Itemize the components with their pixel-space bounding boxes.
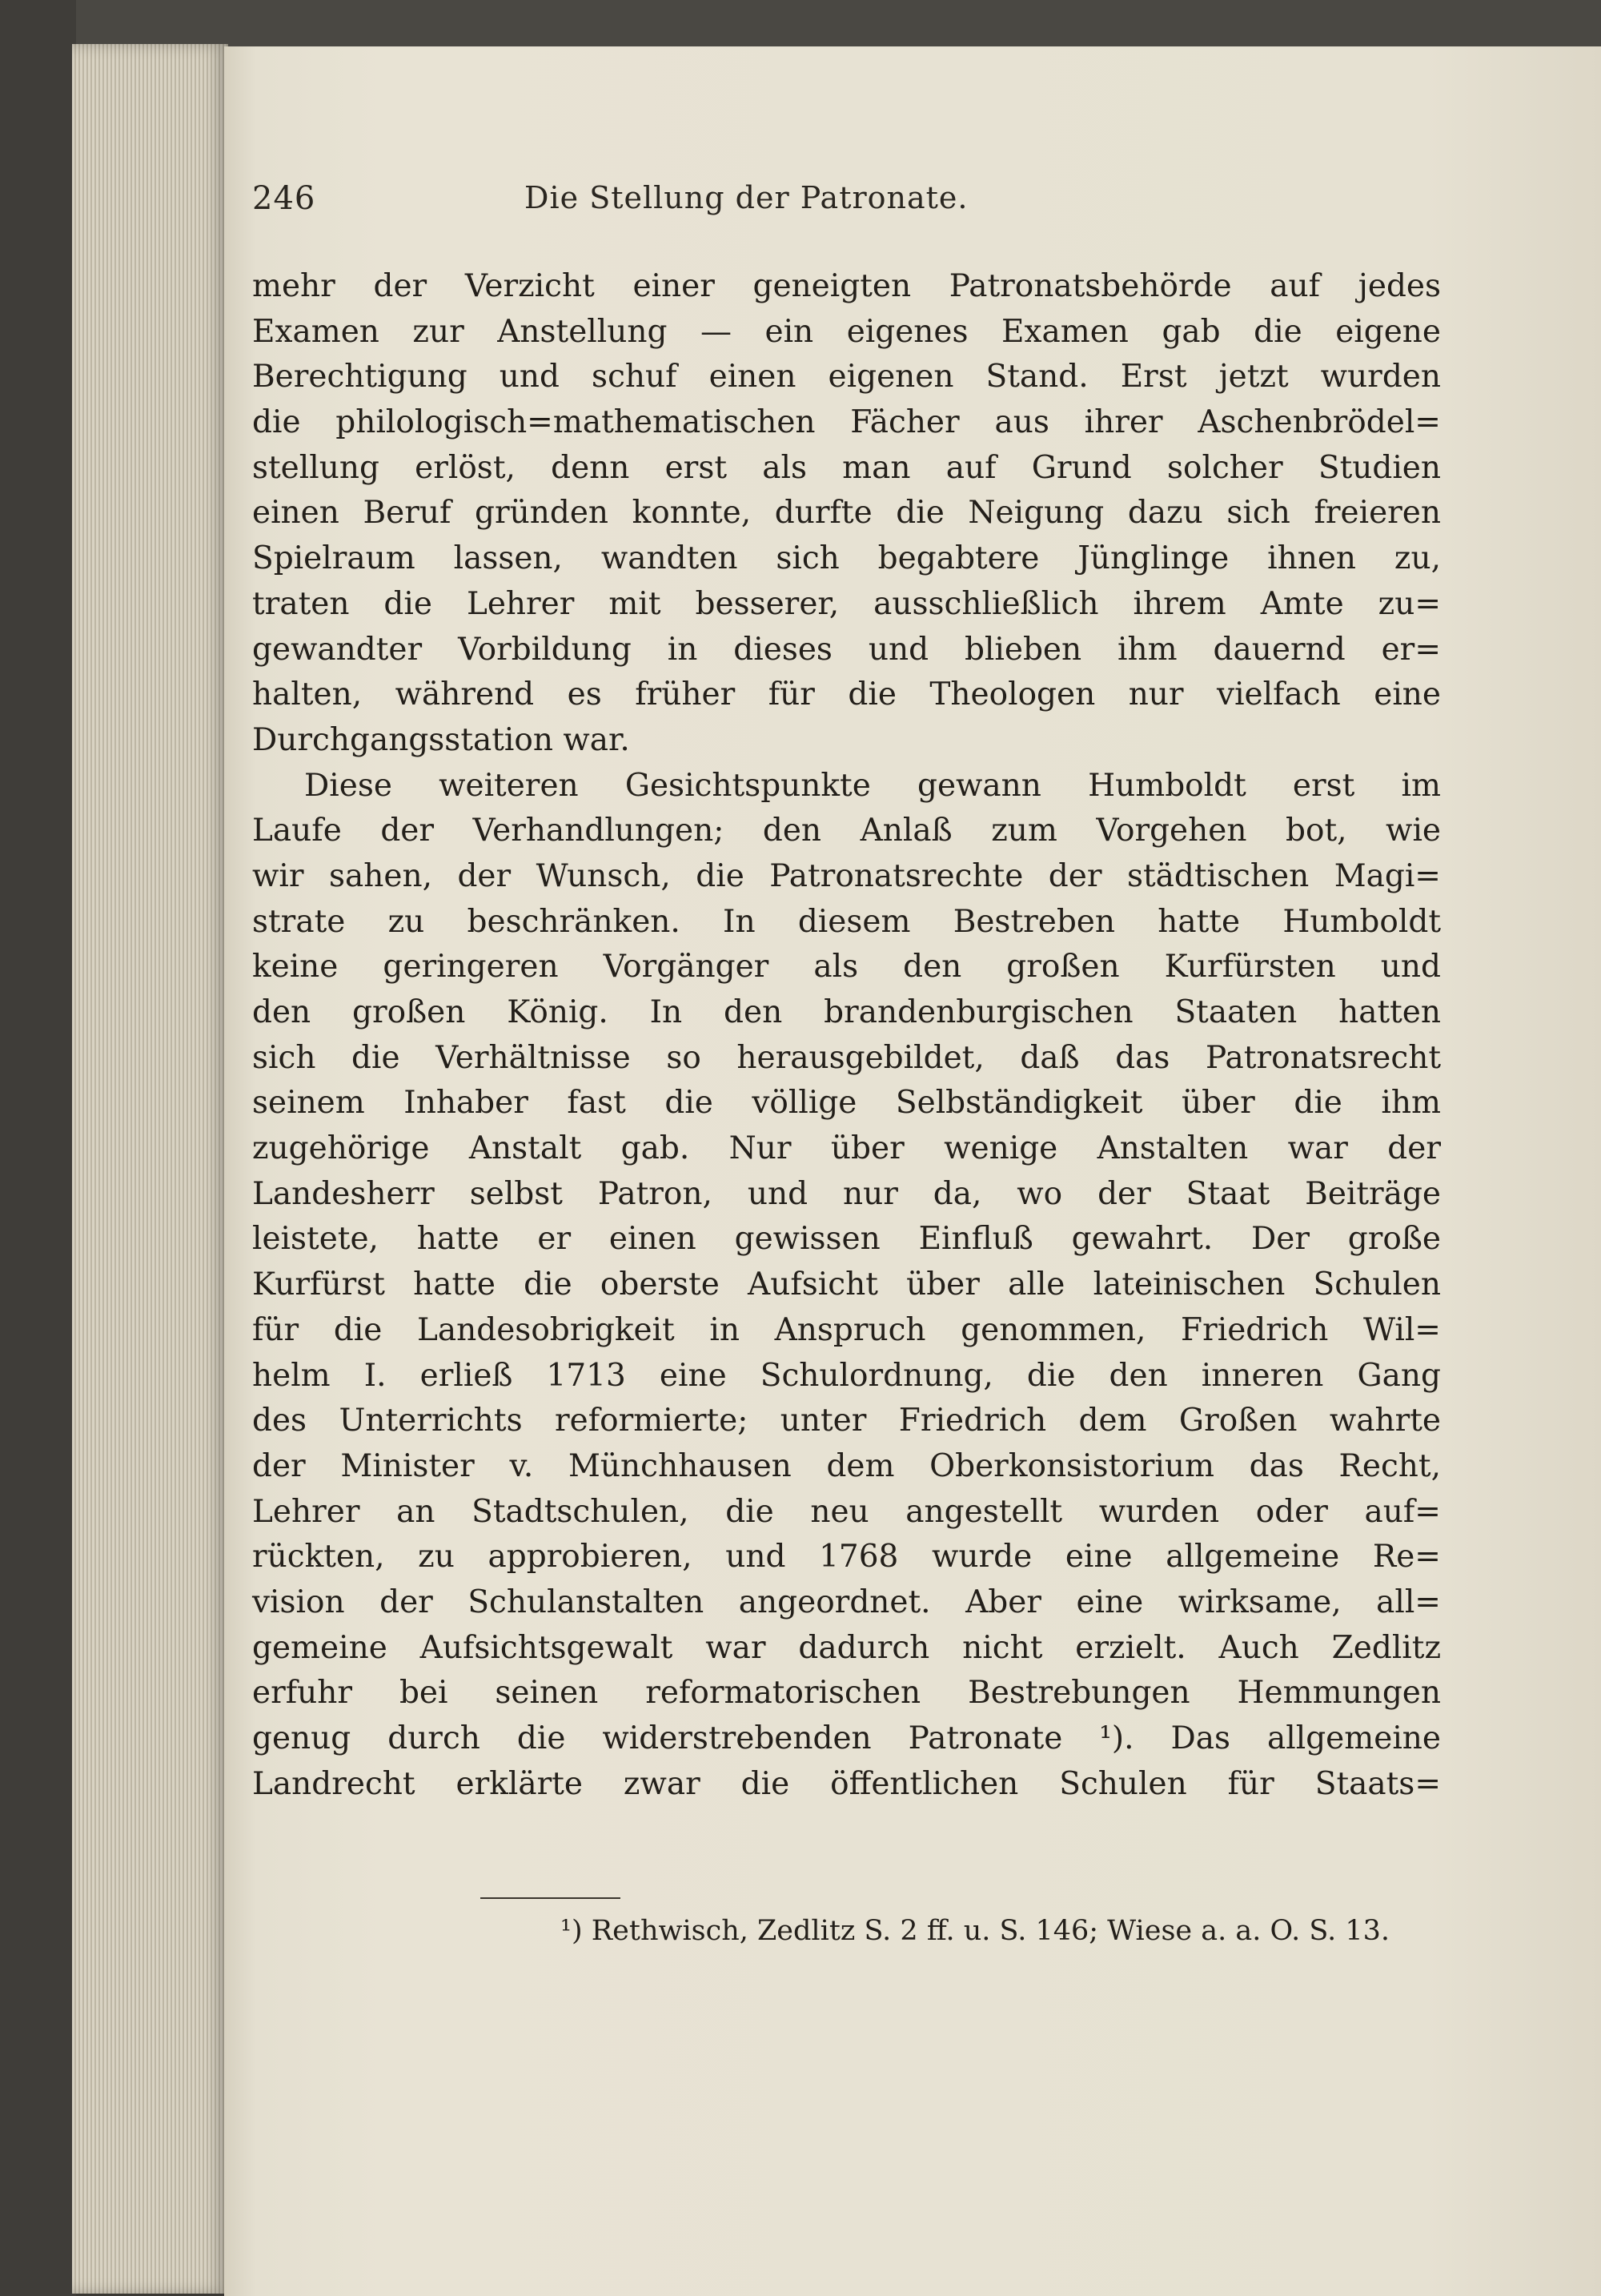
body-text: [252, 264, 1441, 1807]
text-line: für die Landesobrigkeit in Anspruch genommen, Friedrich Wil=: [252, 1311, 1441, 1348]
text-line: mehr der Verzicht einer geneigten Patronatsbehörde auf jedes: [252, 268, 1441, 304]
text-line: Kurfürst hatte die oberste Aufsicht über alle lateinischen Schulen: [252, 1266, 1441, 1303]
running-head: Die Stellung der Patronate.: [524, 180, 969, 215]
text-line: einen Beruf gründen konnte, durfte die Neigung dazu sich freieren: [252, 495, 1441, 532]
text-line: rückten, zu approbieren, und 1768 wurde eine allgemeine Re=: [252, 1539, 1441, 1575]
text-line: Laufe der Verhandlungen; den Anlaß zum Vorgehen bot, wie: [252, 813, 1441, 849]
text-line: Spielraum lassen, wandten sich begabtere Jünglinge ihnen zu,: [252, 540, 1441, 577]
book-cover-top: [0, 0, 1601, 48]
text-line: den großen König. In den brandenburgischen Staaten hatten: [252, 994, 1441, 1030]
text-line: erfuhr bei seinen reformatorischen Bestrebungen Hemmungen: [252, 1675, 1441, 1712]
text-line: helm I. erließ 1713 eine Schulordnung, die den inneren Gang: [252, 1357, 1441, 1394]
text-line: Examen zur Anstellung — ein eigenes Examen gab die eigene: [252, 313, 1441, 350]
book-cover-left: [0, 0, 76, 2296]
text-line: Berechtigung und schuf einen eigenen Stand. Erst jetzt wurden: [252, 359, 1441, 395]
text-line: sich die Verhältnisse so herausgebildet, daß das Patronatsrecht: [252, 1039, 1441, 1076]
page-header: [252, 180, 1157, 244]
text-line: vision der Schulanstalten angeordnet. Aber eine wirksame, all=: [252, 1584, 1441, 1620]
text-line: traten die Lehrer mit besserer, ausschließlich ihrem Amte zu=: [252, 585, 1441, 622]
text-line: halten, während es früher für die Theologen nur vielfach eine: [252, 676, 1441, 713]
text-line: Landrecht erklärte zwar die öffentlichen Schulen für Staats=: [252, 1765, 1441, 1802]
text-line: Diese weiteren Gesichtspunkte gewann Humboldt erst im: [304, 767, 1441, 804]
text-line: Durchgangsstation war.: [252, 721, 630, 758]
text-line: seinem Inhaber fast die völlige Selbständigkeit über die ihm: [252, 1085, 1441, 1122]
text-line: strate zu beschränken. In diesem Bestreben hatte Humboldt: [252, 903, 1441, 940]
text-line: Landesherr selbst Patron, und nur da, wo der Staat Beiträge: [252, 1175, 1441, 1212]
text-line: gewandter Vorbildung in dieses und blieben ihm dauernd er=: [252, 631, 1441, 668]
text-line: die philologisch=mathematischen Fächer aus ihrer Aschenbrödel=: [252, 404, 1441, 441]
text-line: gemeine Aufsichtsgewalt war dadurch nicht erzielt. Auch Zedlitz: [252, 1629, 1441, 1666]
footnote-divider: [480, 1897, 620, 1899]
text-line: der Minister v. Münchhausen dem Oberkonsistorium das Recht,: [252, 1447, 1441, 1484]
text-line: wir sahen, der Wunsch, die Patronatsrechte der städtischen Magi=: [252, 857, 1441, 894]
page-number: 246: [252, 180, 316, 217]
footnote: ¹) Rethwisch, Zedlitz S. 2 ff. u. S. 146; Wiese a. a. O. S. 13.: [560, 1915, 1390, 1947]
page-edges: [72, 44, 228, 2294]
text-line: leistete, hatte er einen gewissen Einfluß gewahrt. Der große: [252, 1221, 1441, 1258]
text-line: genug durch die widerstrebenden Patronate ¹). Das allgemeine: [252, 1720, 1441, 1756]
text-line: zugehörige Anstalt gab. Nur über wenige Anstalten war der: [252, 1130, 1441, 1167]
text-line: Lehrer an Stadtschulen, die neu angestellt wurden oder auf=: [252, 1493, 1441, 1530]
text-line: des Unterrichts reformierte; unter Friedrich dem Großen wahrte: [252, 1403, 1441, 1439]
text-line: stellung erlöst, denn erst als man auf Grund solcher Studien: [252, 449, 1441, 486]
text-line: keine geringeren Vorgänger als den großen Kurfürsten und: [252, 949, 1441, 985]
